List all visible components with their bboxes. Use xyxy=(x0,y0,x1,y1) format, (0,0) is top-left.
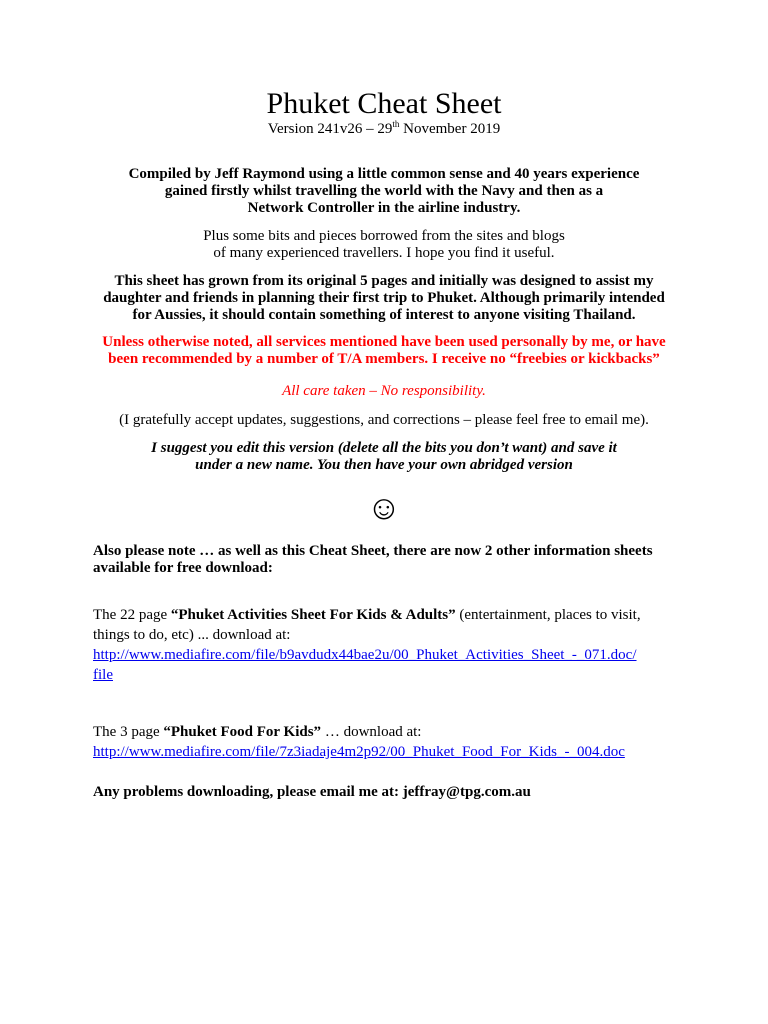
smiley-icon: ☺ xyxy=(366,490,402,527)
suggest-paragraph xyxy=(86,440,682,474)
version-prefix: Version 241v26 – 29 xyxy=(267,121,393,137)
grown-line: This sheet has grown from its original 5 pages and initially was designed to assist my xyxy=(114,273,654,289)
borrowed-line: Plus some bits and pieces borrowed from the sites and blogs xyxy=(203,228,565,244)
also-note-paragraph xyxy=(93,543,675,577)
activities-prefix: The 22 page xyxy=(93,607,171,623)
activities-line xyxy=(93,605,675,625)
borrowed-paragraph xyxy=(86,228,682,262)
compiled-line: Compiled by Jeff Raymond using a little common sense and 40 years experience xyxy=(128,166,640,182)
grown-paragraph xyxy=(86,273,682,324)
page-title: Phuket Cheat Sheet xyxy=(266,87,502,120)
activities-download-link-continued[interactable]: file xyxy=(93,667,113,683)
food-suffix: … download at: xyxy=(321,724,422,740)
food-prefix: The 3 page xyxy=(93,724,164,740)
suggest-line: I suggest you edit this version (delete all the bits you don’t want) and save it xyxy=(151,440,617,456)
problems-line: Any problems downloading, please email me at: jeffray@tpg.com.au xyxy=(93,784,531,800)
version-suffix: November 2019 xyxy=(399,121,501,137)
services-line: Unless otherwise noted, all services mentioned have been used personally by me, or have xyxy=(102,334,666,350)
grown-line: for Aussies, it should contain something of interest to anyone visiting Thailand. xyxy=(132,307,636,323)
compiled-paragraph xyxy=(86,166,682,217)
food-paragraph xyxy=(93,722,675,762)
activities-title: “Phuket Activities Sheet For Kids & Adults” xyxy=(170,607,456,623)
also-note-line: Also please note … as well as this Cheat Sheet, there are now 2 other information sheets xyxy=(93,543,653,559)
food-line xyxy=(93,722,675,742)
activities-download-link[interactable] xyxy=(93,645,675,665)
care-line: All care taken – No responsibility. xyxy=(282,383,486,399)
suggest-line: under a new name. You then have your own abridged version xyxy=(195,457,573,473)
activities-link-text[interactable]: http://www.mediafire.com/file/b9avdudx44bae2u/00_Phuket_Activities_Sheet_-_071.doc/ xyxy=(93,647,637,663)
food-download-link[interactable]: http://www.mediafire.com/file/7z3iadaje4m2p92/00_Phuket_Food_For_Kids_-_004.doc xyxy=(93,744,625,760)
activities-paragraph xyxy=(93,605,675,685)
version-superscript: th xyxy=(392,119,400,129)
compiled-line: Network Controller in the airline industry. xyxy=(247,200,521,216)
activities-line: things to do, etc) ... download at: xyxy=(93,627,291,643)
version-line xyxy=(0,120,768,138)
grown-line: daughter and friends in planning their first trip to Phuket. Although primarily intended xyxy=(103,290,665,306)
compiled-line: gained firstly whilst travelling the world with the Navy and then as a xyxy=(164,183,604,199)
also-note-line: available for free download: xyxy=(93,560,273,576)
services-paragraph xyxy=(86,334,682,368)
food-title: “Phuket Food For Kids” xyxy=(163,724,322,740)
updates-line: (I gratefully accept updates, suggestions, and corrections – please feel free to email me). xyxy=(119,412,649,428)
borrowed-line: of many experienced travellers. I hope you find it useful. xyxy=(213,245,555,261)
services-line: been recommended by a number of T/A members. I receive no “freebies or kickbacks” xyxy=(108,351,660,367)
activities-suffix: (entertainment, places to visit, xyxy=(455,607,641,623)
